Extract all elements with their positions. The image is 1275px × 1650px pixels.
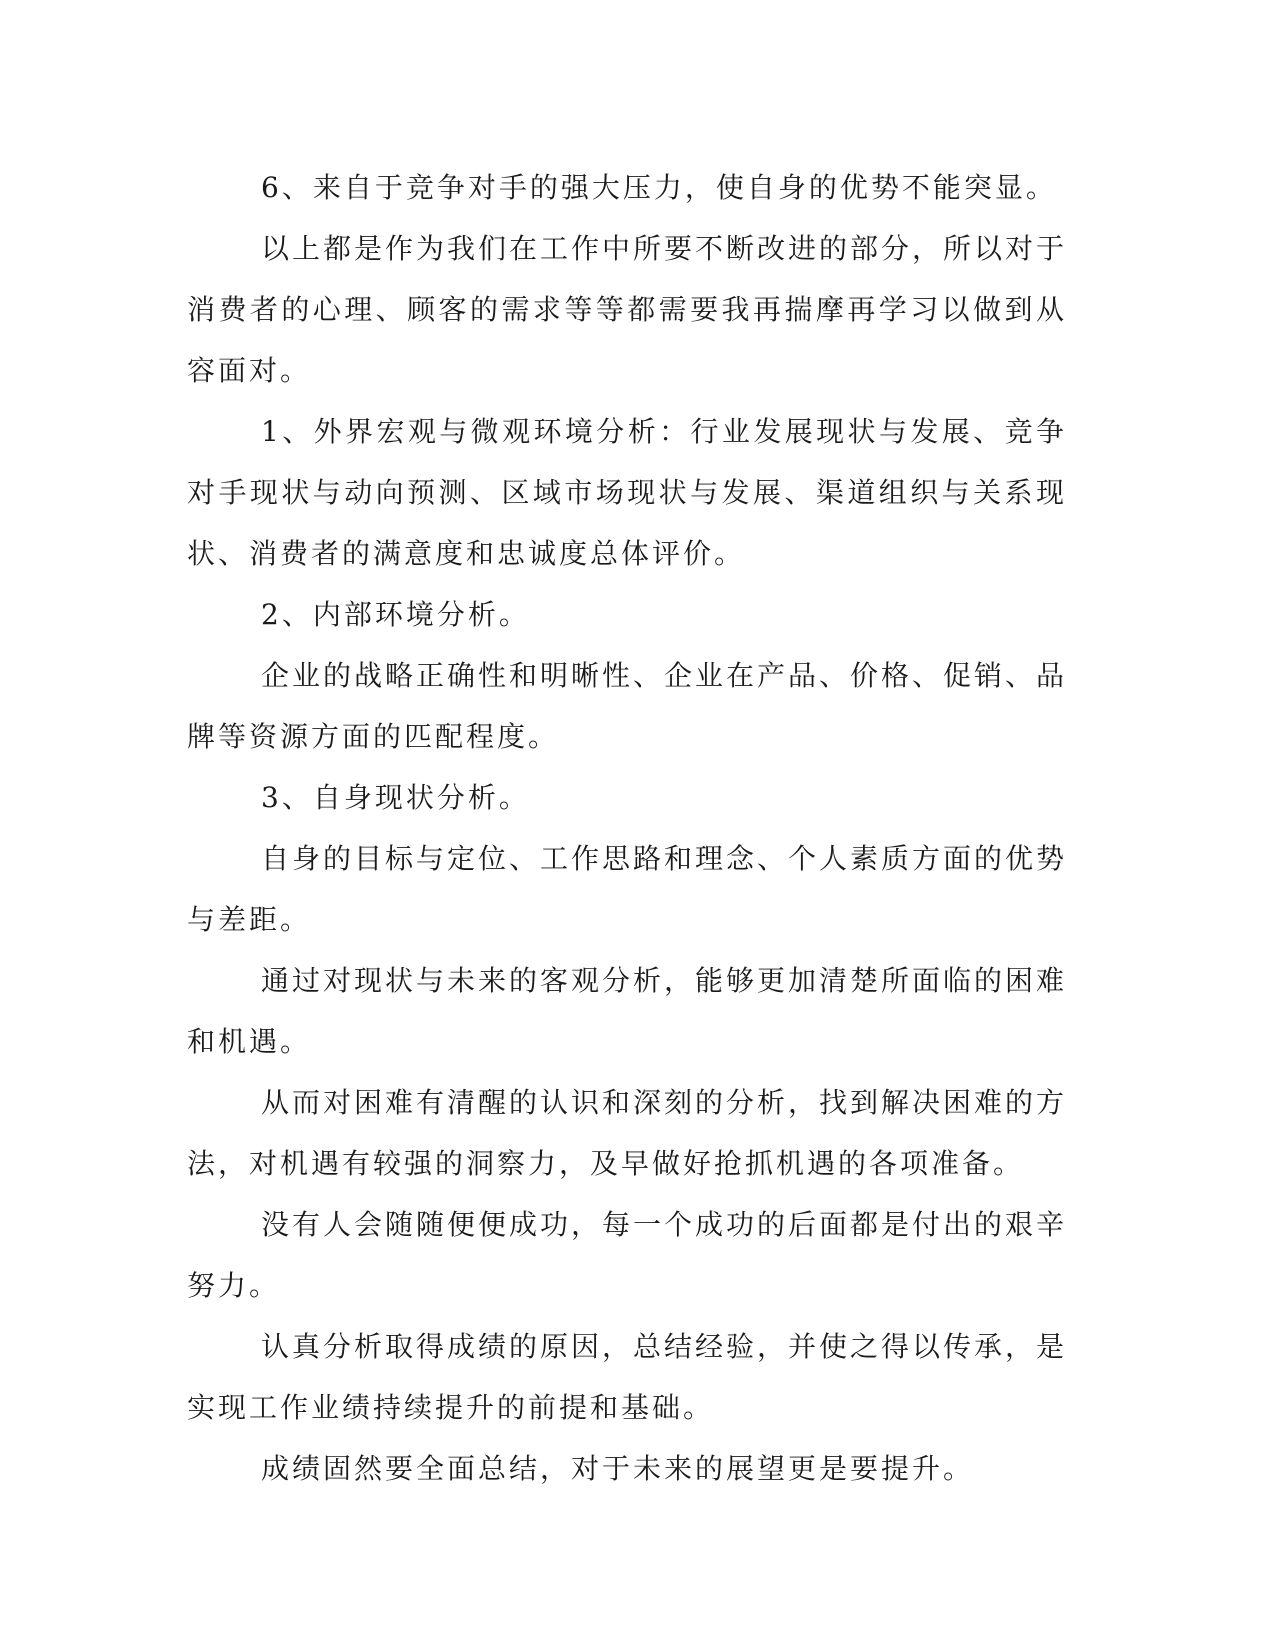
paragraph: 6、来自于竞争对手的强大压力，使自身的优势不能突显。 xyxy=(261,171,1057,204)
paragraph: 没有人会随随便便成功，每一个成功的后面都是付出的艰辛努力。 xyxy=(187,1208,1068,1302)
paragraph: 企业的战略正确性和明晰性、企业在产品、价格、促销、品牌等资源方面的匹配程度。 xyxy=(187,659,1068,753)
paragraph: 2、内部环境分析。 xyxy=(261,598,530,631)
document-body xyxy=(187,157,1067,1499)
paragraph: 从而对困难有清醒的认识和深刻的分析，找到解决困难的方法，对机遇有较强的洞察力，及早做好抢抓机遇的各项准备。 xyxy=(187,1086,1068,1180)
paragraph: 1、外界宏观与微观环境分析：行业发展现状与发展、竞争对手现状与动向预测、区域市场现状与发展、渠道组织与关系现状、消费者的满意度和忠诚度总体评价。 xyxy=(187,415,1067,570)
paragraph: 自身的目标与定位、工作思路和理念、个人素质方面的优势与差距。 xyxy=(187,842,1068,936)
paragraph: 以上都是作为我们在工作中所要不断改进的部分，所以对于消费者的心理、顾客的需求等等都需要我再揣摩再学习以做到从容面对。 xyxy=(187,232,1068,387)
paragraph: 认真分析取得成绩的原因，总结经验，并使之得以传承，是实现工作业绩持续提升的前提和基础。 xyxy=(187,1330,1068,1424)
paragraph: 3、自身现状分析。 xyxy=(261,781,530,814)
paragraph: 通过对现状与未来的客观分析，能够更加清楚所面临的困难和机遇。 xyxy=(187,964,1068,1058)
paragraph: 成绩固然要全面总结，对于未来的展望更是要提升。 xyxy=(261,1452,975,1485)
